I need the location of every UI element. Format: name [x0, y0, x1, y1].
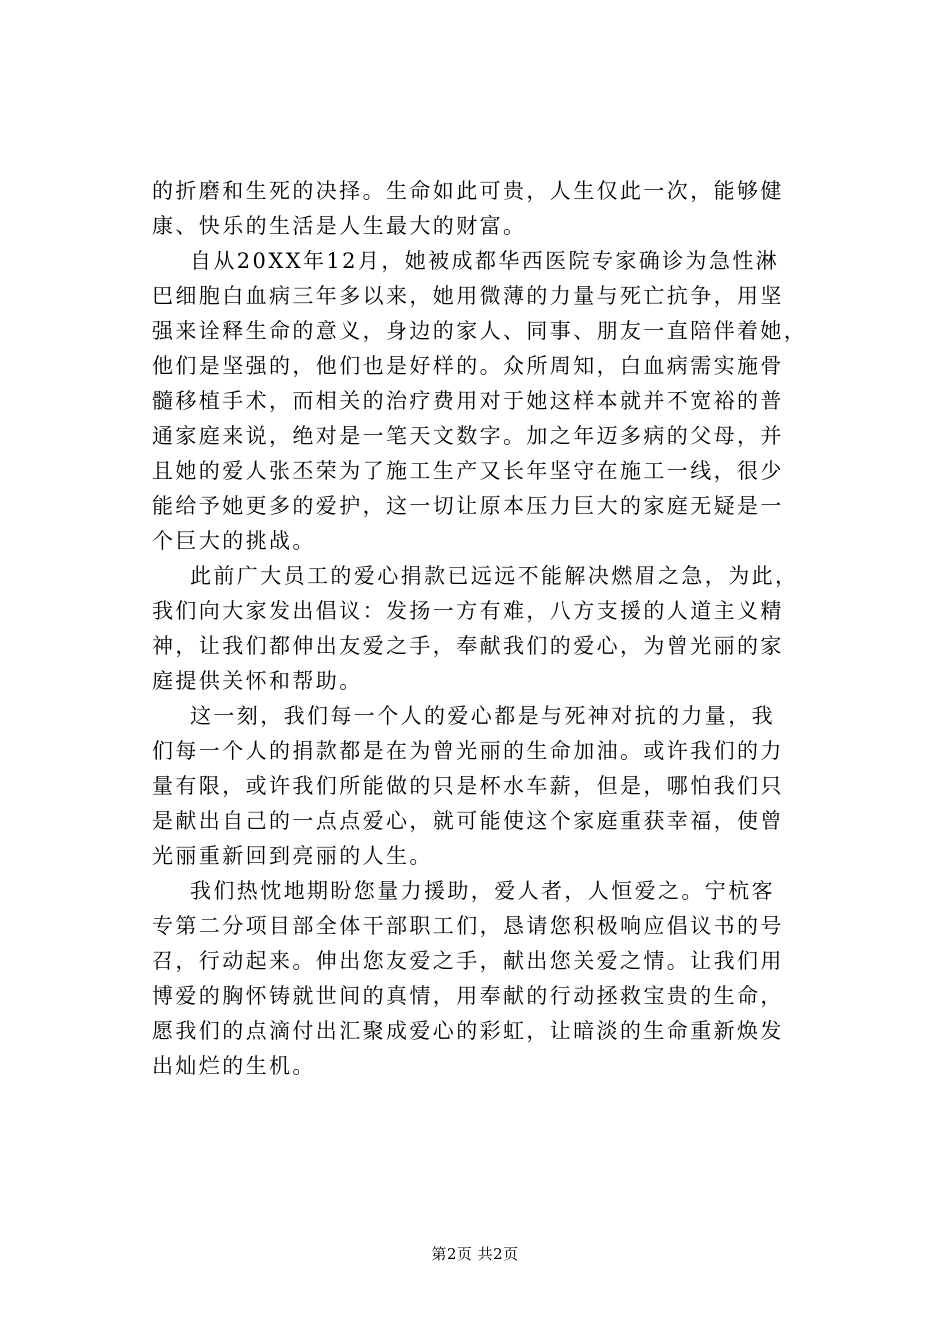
text-line: 巴细胞白血病三年多以来，她用微薄的力量与死亡抗争，用坚: [152, 284, 784, 308]
document-body: [152, 174, 808, 1084]
paragraph-start-line: 自从20XX年12月，她被成都华西医院专家确诊为急性淋: [190, 249, 780, 273]
text-line: 们每一个人的捐款都是在为曾光丽的生命加油。或许我们的力: [152, 739, 784, 763]
text-line: 量有限，或许我们所能做的只是杯水车薪，但是，哪怕我们只: [152, 774, 784, 798]
text-line: 愿我们的点滴付出汇聚成爱心的彩虹，让暗淡的生命重新焕发: [152, 1019, 784, 1043]
text-line: 强来诠释生命的意义，身边的家人、同事、朋友一直陪伴着她，: [152, 319, 808, 343]
text-line: 能给予她更多的爱护，这一切让原本压力巨大的家庭无疑是一: [152, 494, 784, 518]
text-line: 专第二分项目部全体干部职工们，恳请您积极响应倡议书的号: [152, 914, 784, 938]
text-line: 通家庭来说，绝对是一笔天文数字。加之年迈多病的父母，并: [152, 424, 784, 448]
text-line: 且她的爱人张丕荣为了施工生产又长年坚守在施工一线，很少: [152, 459, 784, 483]
text-line: 我们向大家发出倡议：发扬一方有难，八方支援的人道主义精: [152, 599, 784, 623]
text-line: 个巨大的挑战。: [152, 529, 316, 553]
text-line: 他们是坚强的，他们也是好样的。众所周知，白血病需实施骨: [152, 354, 784, 378]
page-footer: [0, 1244, 950, 1264]
text-line: 召，行动起来。伸出您友爱之手，献出您关爱之情。让我们用: [152, 949, 784, 973]
text-line: 光丽重新回到亮丽的人生。: [152, 844, 433, 868]
paragraph-start-line: 这一刻，我们每一个人的爱心都是与死神对抗的力量，我: [190, 704, 775, 728]
paragraph-start-line: 我们热忱地期盼您量力援助，爱人者，人恒爱之。宁杭客: [190, 879, 775, 903]
text-line: 髓移植手术，而相关的治疗费用对于她这样本就并不宽裕的普: [152, 389, 784, 413]
text-line: 是献出自己的一点点爱心，就可能使这个家庭重获幸福，使曾: [152, 809, 784, 833]
text-line: 的折磨和生死的决择。生命如此可贵，人生仅此一次，能够健: [152, 179, 784, 203]
text-line: 神，让我们都伸出友爱之手，奉献我们的爱心，为曾光丽的家: [152, 634, 784, 658]
text-line: 出灿烂的生机。: [152, 1054, 316, 1078]
text-line: 康、快乐的生活是人生最大的财富。: [152, 214, 527, 238]
paragraph-start-line: 此前广大员工的爱心捐款已远远不能解决燃眉之急，为此，: [190, 564, 799, 588]
text-line: 博爱的胸怀铸就世间的真情，用奉献的行动拯救宝贵的生命，: [152, 984, 784, 1008]
text-line: 庭提供关怀和帮助。: [152, 669, 363, 693]
page-number: 第2页 共2页: [431, 1245, 519, 1263]
